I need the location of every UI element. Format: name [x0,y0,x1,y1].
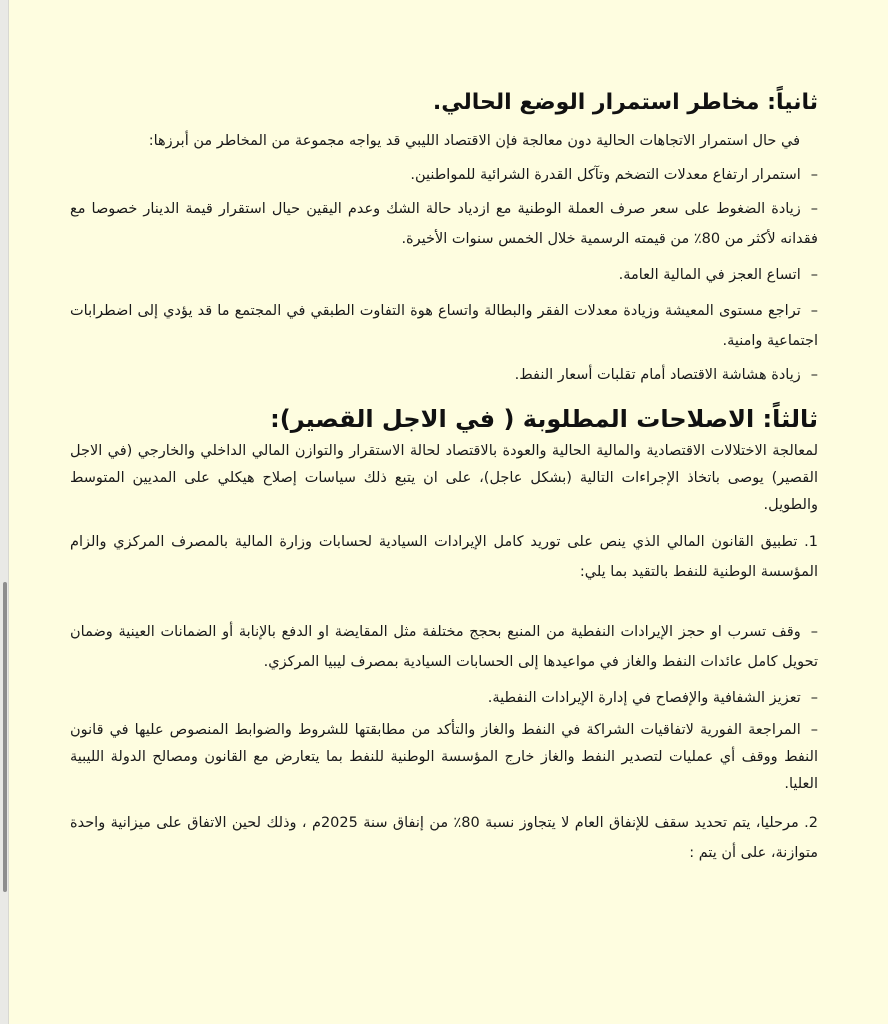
reform-subbullet-text: تعزيز الشفافية والإفصاح في إدارة الإيرادات النفطية. [487,690,801,706]
reform-subbullet-1 [70,617,818,677]
dash-marker: – [810,167,818,183]
risk-bullet-text: تراجع مستوى المعيشة وزيادة معدلات الفقر والبطالة واتساع هوة التفاوت الطبقي في المجتمع ما قد يؤدي إلى اضطرابات اجتماعية وامنية. [70,303,818,349]
dash-marker: – [810,624,818,640]
reform-item-2: 2. مرحليا، يتم تحديد سقف للإنفاق العام لا يتجاوز نسبة 80٪ من إنفاق سنة 2025م ، وذلك لحين الاتفاق على ميزانية واحدة متوازنة، على أن يتم : [70,815,818,861]
dash-marker: – [810,690,818,706]
risk-bullet-text: زيادة الضغوط على سعر صرف العملة الوطنية مع ازدياد حالة الشك وعدم اليقين حيال استقرار قيمة الدينار خصوصا مع فقدانه لأكثر من 80٪ من قيمته الرسمية خلال الخمس سنوات الأخيرة. [70,201,818,247]
reform-subbullet-2 [70,683,818,713]
dash-marker: – [810,303,818,319]
dash-marker: – [810,722,818,738]
reform-subbullet-3 [70,717,818,798]
risk-bullet-text: اتساع العجز في المالية العامة. [618,267,801,283]
risk-bullet-2 [70,194,818,254]
risk-bullet-4 [70,296,818,356]
reform-subbullet-text: المراجعة الفورية لاتفاقيات الشراكة في النفط والغاز والتأكد من مطابقتها للشروط والضوابط المنصوص عليها في قانون النفط ووقف أي عمليات لتصدير النفط والغاز خارج المؤسسة الوطنية للنفط بما يتعارض مع القانون ومصالح الدولة الليبية العليا. [70,722,818,792]
risk-bullet-text: زيادة هشاشة الاقتصاد أمام تقلبات أسعار النفط. [514,367,801,383]
section2-intro: في حال استمرار الاتجاهات الحالية دون معالجة فإن الاقتصاد الليبي قد يواجه مجموعة من المخاطر من أبرزها: [148,133,800,149]
section2-title: ثانياً: مخاطر استمرار الوضع الحالي. [432,90,818,115]
dash-marker: – [810,367,818,383]
reform-subbullet-text: وقف تسرب او حجز الإيرادات النفطية من المنبع بحجج مختلفة مثل المقايضة او الدفع بالإنابة أو الضمانات العينية وضمان تحويل كامل عائدات النفط والغاز في مواعيدها إلى الحسابات السيادية بمصرف ليبيا المركزي. [70,624,818,670]
section3-intro: لمعالجة الاختلالات الاقتصادية والمالية الحالية والعودة بالاقتصاد لحالة الاستقرار والتوازن المالي الداخلي والخارجي (في الاجل القصير) يوصى باتخاذ الإجراءات التالية (بشكل عاجل)، على ان يتبع ذلك سياسات إصلاح هيكلي على المديين المتوسط والطويل. [70,443,818,513]
risk-bullet-text: استمرار ارتفاع معدلات التضخم وتآكل القدرة الشرائية للمواطنين. [410,167,801,183]
dash-marker: – [810,201,818,217]
scrollbar-thumb[interactable] [3,582,7,892]
scroll-track[interactable] [0,0,9,1024]
reform-item-1: 1. تطبيق القانون المالي الذي ينص على توريد كامل الإيرادات السيادية لحسابات وزارة المالية بالمصرف المركزي والزام المؤسسة الوطنية للنفط بالتقيد بما يلي: [70,534,818,580]
risk-bullet-1 [70,160,818,190]
risk-bullet-5 [70,360,818,390]
dash-marker: – [810,267,818,283]
section3-title: ثالثاً: الاصلاحات المطلوبة ( في الاجل القصير): [270,405,818,433]
risk-bullet-3 [70,260,818,290]
